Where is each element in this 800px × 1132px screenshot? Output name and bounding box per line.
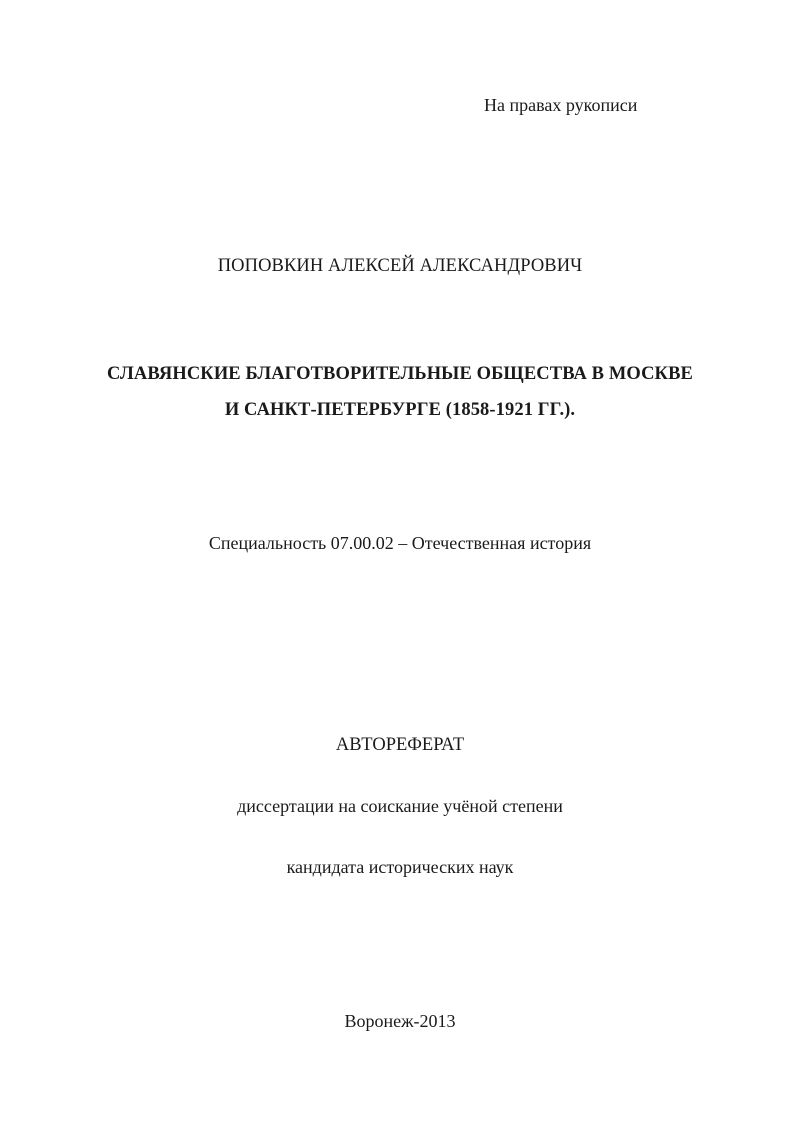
document-type: АВТОРЕФЕРАТ [335,735,465,755]
city-year: Воронеж-2013 [344,1011,456,1031]
manuscript-rights-note: На правах рукописи [484,95,638,115]
dissertation-title-line-1: СЛАВЯНСКИЕ БЛАГОТВОРИТЕЛЬНЫЕ ОБЩЕСТВА В МОСКВЕ [107,364,693,384]
academic-degree-line: кандидата исторических наук [286,857,514,877]
author-name: ПОПОВКИН АЛЕКСЕЙ АЛЕКСАНДРОВИЧ [217,256,583,276]
dissertation-degree-line: диссертации на соискание учёной степени [237,796,563,816]
dissertation-title-line-2: И САНКТ-ПЕТЕРБУРГЕ (1858-1921 ГГ.). [224,400,576,420]
specialty-line: Специальность 07.00.02 – Отечественная история [208,533,592,553]
